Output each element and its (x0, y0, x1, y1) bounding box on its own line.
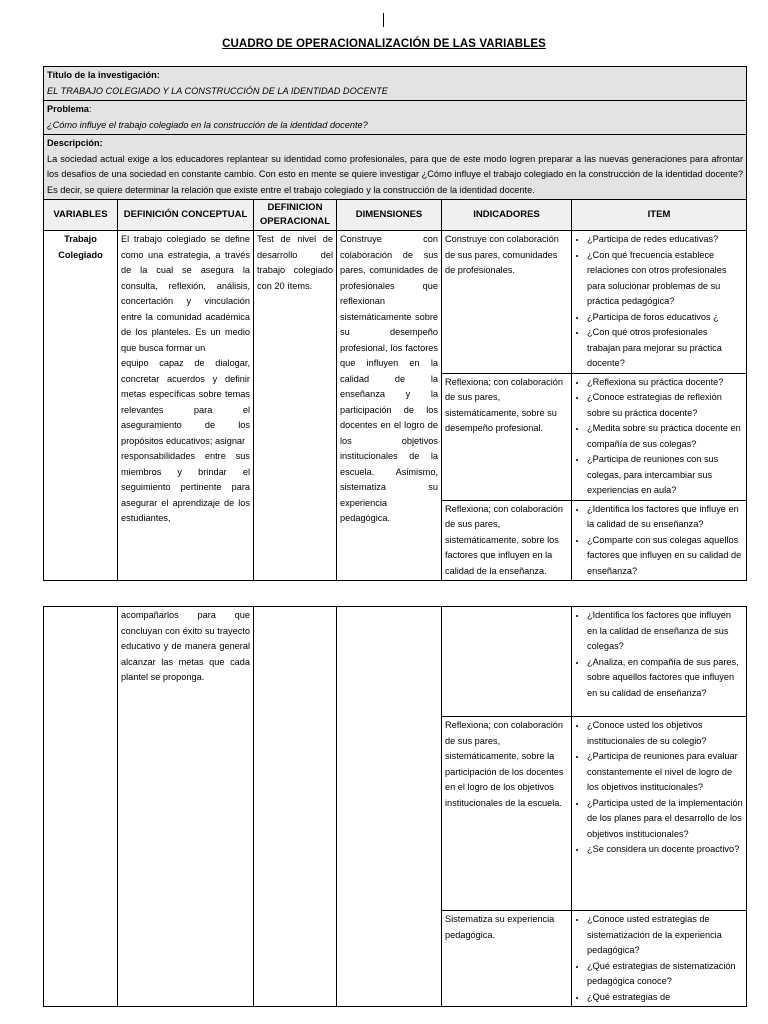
item-question: • ¿Medita sobre su práctica docente en compañía de sus colegas? (587, 421, 743, 452)
item-question: • ¿Se considera un docente proactivo? (587, 842, 743, 858)
item-question: • ¿Identifica los factores que influye en la calidad de su enseñanza? (587, 502, 743, 533)
item-cell (572, 607, 747, 717)
def-operacional-cell: Test de nivel de desarrollo del trabajo colegiado con 20 ítems. (254, 231, 337, 581)
description-value: La sociedad actual exige a los educadores replantear su identidad como profesionales, para que de este modo logren preparar a las nuevas generaciones para afrontar los desafíos de una sociedad en constante cambio. Con esto en mente se quiere investigar ¿Cómo influye el trabajo colegiado en la construcción de la identidad docente? Es decir, se quiere determinar la relación que existe entre el trabajo colegiado y la construcción de la identidad docente. (47, 153, 744, 195)
item-question: • ¿Participa de redes educativas? (587, 232, 743, 248)
item-question: • ¿Con qué frecuencia establece relaciones con otros profesionales para solucionar problemas de su práctica pedagógica? (587, 248, 743, 310)
item-cell (572, 500, 747, 581)
document-title: CUADRO DE OPERACIONALIZACIÓN DE LAS VARIABLES (222, 38, 546, 50)
item-question: • ¿Identifica los factores que influyen en la calidad de enseñanza de sus colegas? (587, 608, 743, 655)
item-cell (572, 373, 747, 500)
col-header-indicadores: INDICADORES (442, 200, 572, 231)
col-header-variables: VARIABLES (44, 200, 118, 231)
description-cell (44, 135, 747, 200)
text-cursor (383, 13, 384, 27)
research-title-label: Título de la investigación: (47, 70, 160, 80)
indicator-cell: Reflexiona; con colaboración de sus pares, sistemáticamente, sobre la participación de los docentes en el logro de los objetivos institucionales de la escuela. (442, 717, 572, 911)
research-title-cell (44, 67, 747, 101)
problem-value: ¿Cómo influye el trabajo colegiado en la construcción de la identidad docente? (47, 119, 368, 130)
variable-cell-empty (44, 607, 118, 1007)
item-question: • ¿Participa de reuniones con sus colegas, para intercambiar sus experiencias en aula? (587, 452, 743, 499)
dimension-cell-empty (337, 607, 442, 1007)
problem-label: Problema (47, 104, 89, 114)
indicator-cell: Sistematiza su experiencia pedagógica. (442, 911, 572, 1007)
indicator-cell: Reflexiona; con colaboración de sus pares, sistemáticamente, sobre los factores que influyen en la calidad de la enseñanza. (442, 500, 572, 581)
item-question: • ¿Participa usted de la implementación de los planes para el desarrollo de los objetivos institucionales? (587, 796, 743, 843)
item-question: • ¿Analiza, en compañía de sus pares, sobre aquellos factores que influyen en su calidad de enseñanza? (587, 655, 743, 702)
item-cell (572, 717, 747, 911)
item-cell (572, 231, 747, 374)
col-header-def-conceptual: DEFINICIÓN CONCEPTUAL (118, 200, 254, 231)
def-conceptual-p3: responsabilidades entre sus miembros y brindar el seguimiento pertinente para asegurar el aprendizaje de los estudiantes, (121, 451, 250, 523)
item-question: • ¿Conoce usted estrategias de sistematización de la experiencia pedagógica? (587, 912, 743, 959)
indicator-cell: Construye con colaboración de sus pares, comunidades de profesionales. (442, 231, 572, 374)
item-question: • ¿Comparte con sus colegas aquellos factores que influyen en su calidad de enseñanza? (587, 533, 743, 580)
item-cell (572, 911, 747, 1007)
problem-cell (44, 101, 747, 135)
operationalization-table (43, 66, 747, 581)
problem-colon: : (88, 104, 92, 114)
col-header-def-operacional: DEFINICION OPERACIONAL (254, 200, 337, 231)
variable-cell: Trabajo Colegiado (44, 231, 118, 581)
def-conceptual-p2: equipo capaz de dialogar, concretar acuerdos y definir metas específicas sobre temas relevantes para el aseguramiento de los propósitos educativos; asignar (121, 358, 250, 446)
description-label: Descripción: (47, 138, 103, 148)
def-conceptual-p1: El trabajo colegiado se define como una estrategia, a través de la cual se asegura la consulta, reflexión, análisis, concertación y vinculación entre la comunidad académica de los planteles. Es un medio que busca formar un (121, 234, 250, 353)
dimension-cell: Construye con colaboración de sus pares, comunidades de profesionales que reflexionan sistemáticamente sobre su desempeño profesional, los factores que influyen en la calidad de la enseñanza y la participación de los docentes en el logro de los objetivos institucionales de la escuela. Asimismo, sistematiza su experiencia pedagógica. (337, 231, 442, 581)
def-operacional-cell-empty (254, 607, 337, 1007)
research-title-value: EL TRABAJO COLEGIADO Y LA CONSTRUCCIÓN DE LA IDENTIDAD DOCENTE (47, 85, 388, 96)
indicator-cell (442, 607, 572, 717)
item-question: • ¿Conoce usted los objetivos institucionales de su colegio? (587, 718, 743, 749)
def-conceptual-cell (118, 231, 254, 581)
col-header-dimensiones: DIMENSIONES (337, 200, 442, 231)
item-question: • ¿Reflexiona su práctica docente? (587, 375, 743, 391)
item-question: • ¿Participa de foros educativos ¿ (587, 310, 743, 326)
col-header-item: ITEM (572, 200, 747, 231)
item-question: • ¿Qué estrategias de sistematización pedagógica conoce? (587, 959, 743, 990)
def-conceptual-cell: acompañarlos para que concluyan con éxito su trayecto educativo y de manera general alcanzar las metas que cada plantel se proponga. (118, 607, 254, 1007)
operationalization-table-continued (43, 606, 747, 1007)
item-question: • ¿Participa de reuniones para evaluar constantemente el nivel de logro de los objetivos institucionales? (587, 749, 743, 796)
item-question: • ¿Qué estrategias de (587, 990, 743, 1006)
item-question: • ¿Conoce estrategias de reflexión sobre su práctica docente? (587, 390, 743, 421)
indicator-cell: Reflexiona; con colaboración de sus pares, sistemáticamente, sobre su desempeño profesional. (442, 373, 572, 500)
item-question: • ¿Con qué otros profesionales trabajan para mejorar su práctica docente? (587, 325, 743, 372)
